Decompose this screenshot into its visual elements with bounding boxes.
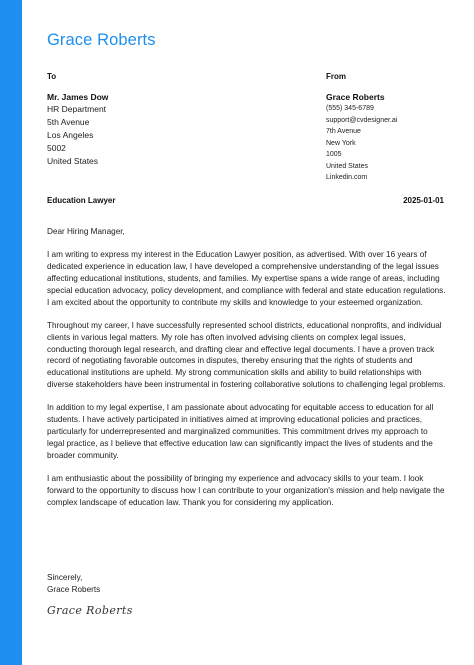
sender-street: 7th Avenue bbox=[326, 128, 361, 135]
closing-name: Grace Roberts bbox=[47, 585, 101, 594]
sender-name-heading: Grace Roberts bbox=[47, 31, 156, 49]
sender-phone: (555) 345-6789 bbox=[326, 105, 374, 112]
to-label: To bbox=[47, 72, 57, 81]
body-paragraph: Throughout my career, I have successfully represented school districts, educational nonprofits, and individual clients in various legal matters. My role has often involved advising clients on complex legal issues, conducting thorough legal research, and drafting clear and effective legal documents. I have a proven track record of negotiating favorable outcomes in disputes, thereby ensuring that the rights of students and educational institutions are upheld. My strong communication skills and ability to build relationships with diverse stakeholders have been instrumental in fostering collaborative solutions to challenging legal problems. bbox=[47, 320, 446, 389]
cover-letter bbox=[47, 0, 447, 665]
sender-email: support@cvdesigner.ai bbox=[326, 116, 398, 124]
letter-body bbox=[47, 226, 447, 520]
recipient-line: Los Angeles bbox=[47, 130, 94, 140]
sender-country: United States bbox=[326, 162, 369, 170]
sender-city: New York bbox=[326, 139, 356, 147]
recipient-line: HR Department bbox=[47, 104, 107, 114]
recipient-line: 5002 bbox=[47, 143, 66, 153]
sender-linkedin: Linkedin.com bbox=[326, 174, 368, 181]
accent-sidebar bbox=[0, 0, 22, 665]
recipient-block bbox=[47, 72, 108, 168]
recipient-line: United States bbox=[47, 156, 99, 166]
recipient-line: 5th Avenue bbox=[47, 117, 90, 127]
greeting: Dear Hiring Manager, bbox=[47, 227, 125, 236]
recipient-name: Mr. James Dow bbox=[47, 92, 109, 102]
sender-contact-name: Grace Roberts bbox=[326, 92, 385, 102]
body-paragraph: I am writing to express my interest in the Education Lawyer position, as advertised. With over 16 years of dedicated experience in education law, I have developed a comprehensive understanding of the legal issues affecting educational institutions, students, and families. My expertise spans a wide range of areas, including special education advocacy, policy development, and compliance with federal and state education regulations. I am excited about the opportunity to contribute my skills and knowledge to your esteemed organization. bbox=[47, 250, 446, 307]
letter-subject: Education Lawyer bbox=[47, 196, 116, 205]
sender-postcode: 1005 bbox=[326, 151, 342, 158]
from-label: From bbox=[326, 72, 346, 81]
letter-date: 2025-01-01 bbox=[403, 196, 444, 205]
closing-block bbox=[47, 572, 100, 596]
sender-block bbox=[326, 72, 397, 184]
body-paragraph: In addition to my legal expertise, I am passionate about advocating for equitable access to education for all students. I have actively participated in initiatives aimed at improving educational policies and practices, particularly for underrepresented and marginalized communities. This commitment drives my approach to legal practice, as I believe that effective education law can significantly impact the lives of students and the broader community. bbox=[47, 403, 434, 460]
body-paragraph: I am enthusiastic about the possibility of bringing my experience and advocacy skills to your team. I look forward to the opportunity to discuss how I can contribute to your organization's mission and help navigate the complex landscape of education law. Thank you for considering my application. bbox=[47, 473, 445, 507]
handwritten-signature: Grace Roberts bbox=[47, 604, 133, 617]
closing-salutation: Sincerely, bbox=[47, 573, 83, 582]
